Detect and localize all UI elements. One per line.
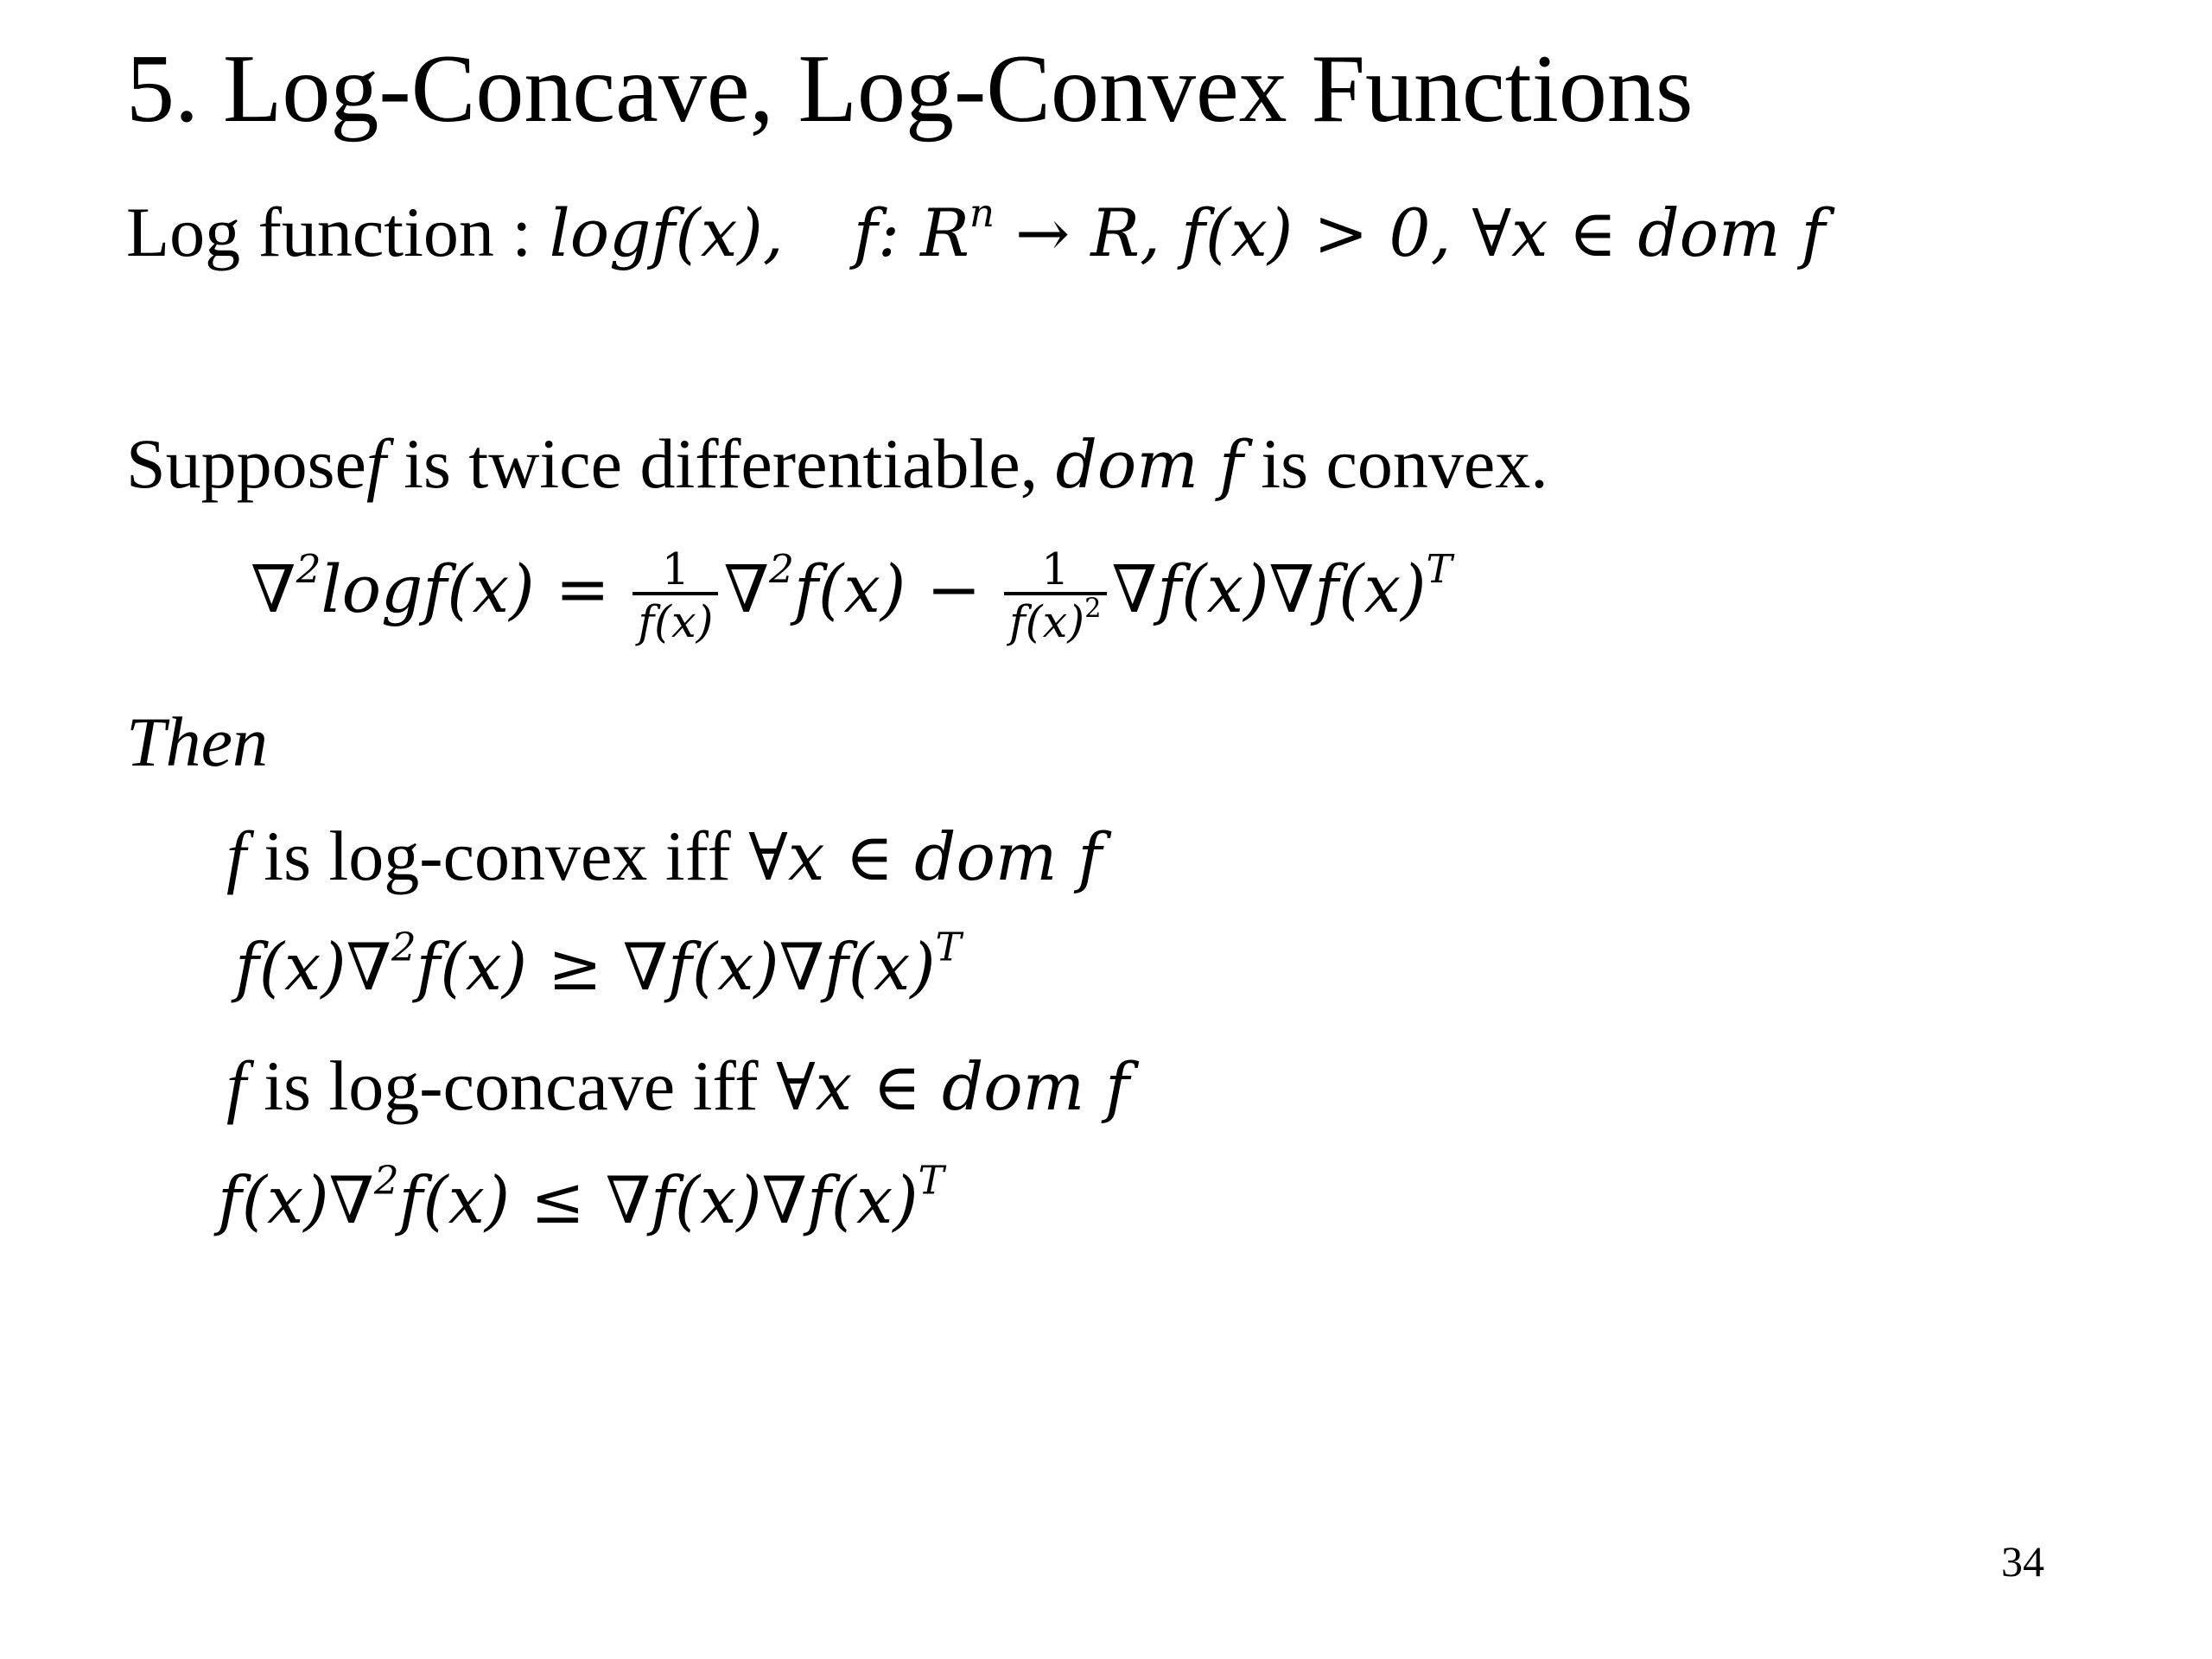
term2-transpose: T	[1426, 546, 1452, 593]
convex-expr: ∀x ∈ dom f	[748, 819, 1103, 895]
term1-square: 2	[769, 546, 794, 593]
term1-expr: f(x) −	[793, 551, 982, 628]
domain-map: f: R	[853, 195, 969, 271]
fraction-denominator: f(x)	[638, 596, 714, 648]
suppose-f: f	[365, 424, 386, 503]
hessian-equation	[251, 543, 1452, 648]
log-convex-inequality	[235, 924, 962, 1005]
convex-ineq-transpose: T	[935, 924, 962, 970]
suppose-text-b: is twice differentiable,	[404, 424, 1039, 503]
nabla-square: 2	[296, 546, 321, 593]
concave-expr: ∀x ∈ dom f	[776, 1049, 1130, 1125]
fraction2-denominator-base: f(x)	[1008, 596, 1085, 648]
fraction-numerator: 1	[632, 546, 718, 595]
nabla-symbol: ∇	[251, 551, 296, 628]
suppose-text-a: Suppose	[126, 424, 366, 503]
convex-f: f	[226, 817, 246, 895]
convex-ineq-square: 2	[391, 924, 416, 970]
log-function-expr: logf(x),	[549, 195, 784, 271]
slide-title: 5. Log-Concave, Log-Convex Functions	[126, 35, 1694, 143]
log-function-line	[126, 192, 1825, 273]
concave-ineq-b: f(x) ≤ ∇f(x)∇f(x)	[398, 1162, 918, 1238]
concave-f: f	[226, 1046, 246, 1125]
convex-ineq-b: f(x) ≥ ∇f(x)∇f(x)	[416, 929, 936, 1005]
concave-text: is log-concave iff	[264, 1046, 759, 1125]
fraction2-denominator	[1004, 594, 1107, 648]
domain-power: n	[969, 190, 995, 237]
domain-conditions: → R, f(x) > 0, ∀x ∈ dom f	[1015, 195, 1826, 271]
fraction2-numerator: 1	[1004, 546, 1107, 595]
convex-text: is log-convex iff	[264, 817, 731, 895]
term2-expr: ∇f(x)∇f(x)	[1111, 551, 1427, 628]
page-number: 34	[2001, 1537, 2044, 1586]
term1-nabla: ∇	[723, 551, 770, 628]
fraction2-denominator-square: 2	[1084, 594, 1102, 625]
concave-ineq-square: 2	[373, 1157, 399, 1204]
fraction-one-over-f	[632, 543, 718, 648]
hessian-lhs: logf(x) =	[321, 551, 610, 628]
log-convex-condition	[226, 816, 1102, 897]
suppose-text-c: is convex.	[1261, 424, 1548, 503]
concave-ineq-transpose: T	[918, 1157, 944, 1204]
suppose-dom: dom f	[1055, 427, 1243, 503]
then-label: Then	[126, 702, 268, 781]
log-function-label: Log function :	[126, 193, 532, 271]
log-function-domain	[853, 190, 1826, 271]
log-concave-inequality	[218, 1157, 944, 1238]
convex-ineq-a: f(x)∇	[235, 929, 391, 1005]
fraction-one-over-f-squared	[1004, 543, 1107, 648]
concave-ineq-a: f(x)∇	[218, 1162, 374, 1238]
suppose-line	[126, 423, 1548, 505]
log-concave-condition	[226, 1046, 1129, 1127]
